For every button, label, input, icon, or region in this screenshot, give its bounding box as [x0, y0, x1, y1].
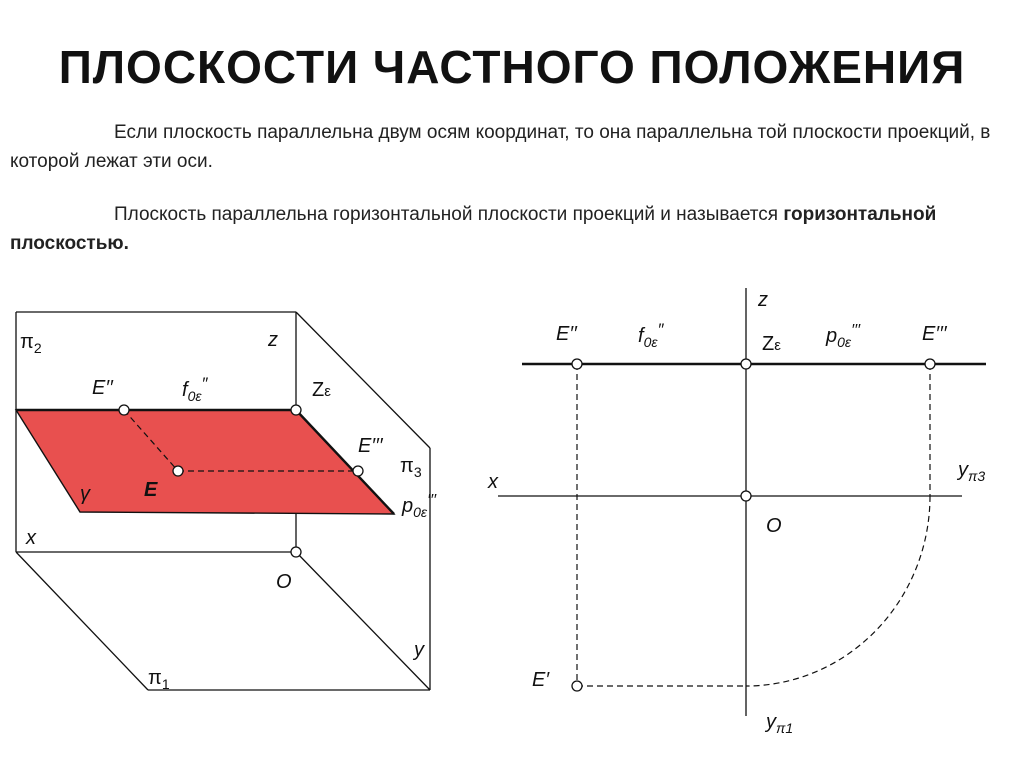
label-p0e-epure: $p_{0\varepsilon}'''$: [826, 322, 861, 350]
label-x: x: [26, 527, 36, 549]
label-y3-epure: $y_{\pi 3}$: [958, 459, 986, 484]
label-f0e-epure: $f_{0\varepsilon}''$: [638, 320, 664, 350]
label-z-eps: Zε: [312, 379, 331, 401]
point-origin-epure: [741, 491, 751, 501]
point-e: [173, 466, 183, 476]
paragraph2-text: Плоскость параллельна горизонтальной плоскости проекций и называется: [114, 204, 784, 225]
right-epure-diagram: [498, 288, 986, 716]
label-y: y: [414, 639, 424, 661]
label-z-epure: z: [758, 289, 768, 311]
page-title: ПЛОСКОСТИ ЧАСТНОГО ПОЛОЖЕНИЯ: [58, 41, 966, 93]
point-origin: [291, 547, 301, 557]
point-e2: [119, 405, 129, 415]
paragraph1-text: Если плоскость параллельна двум осям координат, то она параллельна той плоскости проекций, в которой лежат эти оси.: [10, 122, 991, 172]
label-z: z: [268, 329, 278, 351]
label-e3-epure: E′′′: [922, 323, 947, 345]
label-gamma: γ: [80, 483, 90, 505]
label-pi1: $\pi_1$: [148, 667, 170, 692]
label-e2: E′′: [92, 377, 113, 399]
paragraph2-end: .: [123, 233, 129, 254]
label-e: E: [144, 479, 158, 501]
label-z-eps-epure: Zε: [762, 333, 781, 355]
label-x-epure: x: [488, 471, 498, 493]
label-f0e: $f_{0\varepsilon}''$: [182, 374, 208, 404]
label-e2-epure: E′′: [556, 323, 577, 345]
label-pi3: $\pi_3$: [400, 455, 422, 480]
point-z-eps-epure: [741, 359, 751, 369]
label-o-epure: O: [766, 515, 782, 537]
label-e3: E′′′: [358, 435, 383, 457]
gamma-plane: [16, 410, 394, 514]
point-z-eps: [291, 405, 301, 415]
label-e1-epure: E′: [532, 669, 550, 691]
point-e1-epure: [572, 681, 582, 691]
label-y1-epure: $y_{\pi 1}$: [766, 711, 794, 736]
label-pi2: $\pi_2$: [20, 331, 42, 356]
point-e2-epure: [572, 359, 582, 369]
pi1-left-edge: [16, 552, 148, 690]
label-o: O: [276, 571, 292, 593]
y-axis: [296, 552, 430, 690]
label-p0e: $p_{0\varepsilon}'''$: [402, 492, 437, 520]
paragraph2-bold-term: горизонтальной плоскостью: [10, 204, 937, 254]
point-e3: [353, 466, 363, 476]
point-e3-epure: [925, 359, 935, 369]
right-projection-lines: [577, 364, 930, 686]
